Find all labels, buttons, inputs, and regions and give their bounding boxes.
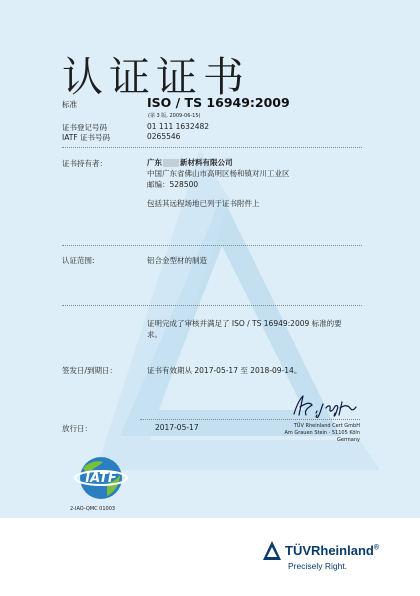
postcode-line <box>147 179 198 190</box>
statement-line-1: 证明完成了审核并满足了 ISO / TS 16949:2009 标准的要 <box>147 319 342 328</box>
validity-text: 证书有效期从 2017-05-17 至 2018-09-14。 <box>147 366 302 375</box>
iatf-code: 2-IAO-QMC 01003 <box>70 506 116 512</box>
holder-name <box>147 157 233 168</box>
iatf-number-value: 0265546 <box>147 132 181 141</box>
holder-name-prefix: 广东 <box>147 158 162 167</box>
registered-mark: ® <box>373 544 380 552</box>
signature <box>290 393 360 419</box>
signature-line <box>140 419 360 420</box>
divider <box>62 147 362 148</box>
certificate-title: 认证证书 <box>62 53 250 101</box>
standard-label: 标准 <box>62 100 77 109</box>
brand-name <box>285 543 379 558</box>
postcode-value: 528500 <box>169 180 199 189</box>
cert-number-value: 01 111 1632482 <box>147 122 210 131</box>
postcode-label: 邮编： <box>147 180 170 189</box>
holder-address: 中国广东省佛山市高明区杨和镇对川工业区 <box>147 169 290 178</box>
iatf-globe-icon <box>73 454 129 502</box>
issuer-line-1: TÜV Rheinland Cert GmbH <box>293 423 360 429</box>
release-label: 放行日： <box>62 424 92 433</box>
scope-value: 铝合金型材的制造 <box>147 256 207 265</box>
divider <box>62 245 362 246</box>
holder-name-suffix: 新材料有限公司 <box>180 158 233 167</box>
iatf-logo-text: IATF <box>85 471 117 486</box>
iatf-number-label: IATF 证书号码 <box>62 133 111 142</box>
scope-label: 认证范围: <box>62 256 95 265</box>
brand-tagline: Precisely Right. <box>288 561 348 571</box>
issue-date-label: 签发日/到期日： <box>62 366 118 375</box>
tuv-triangle-icon <box>262 540 282 562</box>
brand-name-text: TÜVRheinland <box>285 543 374 558</box>
divider <box>62 305 362 306</box>
issuer-line-3: Germany <box>337 437 360 443</box>
statement-line-2: 求。 <box>147 330 162 339</box>
issuer-line-2: Am Grauen Stein · 51105 Köln <box>284 430 360 436</box>
edition-note: (第 3 版, 2009-06-15) <box>148 113 201 119</box>
remote-sites-note: 包括其远程场地已列于证书附件上 <box>147 199 260 208</box>
release-date: 2017-05-17 <box>155 423 199 432</box>
standard-value: ISO / TS 16949:2009 <box>147 95 290 110</box>
redacted-block <box>163 159 179 167</box>
cert-number-label: 证书登记号码 <box>62 123 107 132</box>
holder-label: 证书持有者： <box>62 159 107 168</box>
